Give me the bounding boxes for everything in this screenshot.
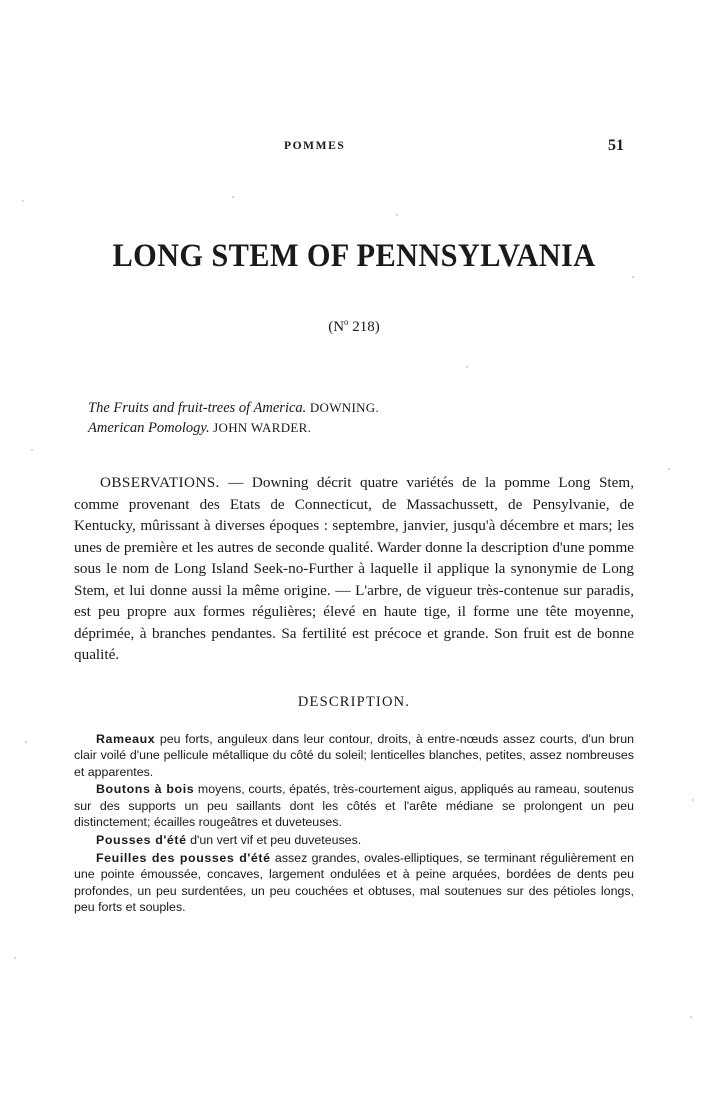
entry-number-suffix: 218) xyxy=(348,319,380,335)
scan-speck xyxy=(14,957,16,959)
description-paragraph xyxy=(74,781,634,831)
reference-author: DOWNING. xyxy=(306,400,380,415)
observations-paragraph xyxy=(74,472,634,666)
description-text: peu forts, anguleux dans leur contour, droits, à entre-nœuds assez courts, d'un brun clair voilé d'une pellicule métallique du côté du soleil; lenticelles blanches, petites, assez nombreuses et apparentes. xyxy=(74,731,634,779)
description-text: assez grandes, ovales-elliptiques, se terminant régulièrement en une pointe émoussée, concaves, largement ondulées et à peine arquées, bordées de dents peu profondes, un peu surdentées, un peu couchées et obtuses, mal soutenues sur des pétioles longs, peu forts et souples. xyxy=(74,850,634,915)
scan-speck xyxy=(25,741,27,743)
running-head xyxy=(74,137,634,158)
reference-author: JOHN WARDER. xyxy=(209,420,312,435)
description-text: moyens, courts, épatés, très-courtement aigus, appliqués au rameau, soutenus sur des supports un peu saillants dont les côtés et l'arête médiane se prolongent un peu distinctement; écailles rougeâtres et duveteuses. xyxy=(74,782,634,830)
entry-number-prefix: (N xyxy=(328,319,345,335)
description-text: d'un vert vif et peu duveteuses. xyxy=(186,833,362,848)
reference-work-title: The Fruits and fruit-trees of America. xyxy=(88,400,307,416)
observations-text: — Downing décrit quatre variétés de la pomme Long Stem, comme provenant des Etats de Connecticut, de Massachussett, de Pensylvanie, de Kentucky, mûrissant à diverses époques : septembre, janvier, jusqu'à décembre et mars; les unes de première et les autres de seconde qualité. Warder donne la description d'une pomme sous le nom de Long Island Seek-no-Further à laquelle il applique la synonymie de Long Stem, et lui donne aussi la même origine. — L'arbre, de vigueur très-contenue sur paradis, est peu propre aux formes régulières; élevé en haute tige, il forme une tête moyenne, déprimée, à branches pendantes. Sa fertilité est précoce et grande. Son fruit est de bonne qualité. xyxy=(74,474,634,663)
description-paragraph xyxy=(74,850,634,916)
reference-item xyxy=(88,418,634,438)
observations-label: OBSERVATIONS. xyxy=(100,474,220,491)
scan-speck xyxy=(668,468,670,470)
reference-list xyxy=(88,398,634,438)
scan-speck xyxy=(22,200,24,202)
entry-number xyxy=(74,317,634,336)
scan-speck xyxy=(690,1016,692,1018)
description-body xyxy=(74,731,634,917)
description-heading: DESCRIPTION. xyxy=(297,693,411,710)
entry-number-sup: o xyxy=(344,317,349,327)
scan-speck xyxy=(692,799,694,801)
description-term: Pousses d'été xyxy=(96,833,187,848)
reference-item xyxy=(88,398,634,418)
description-term: Rameaux xyxy=(96,731,156,746)
running-head-title: POMMES xyxy=(284,140,346,152)
description-paragraph xyxy=(74,731,634,781)
scan-speck xyxy=(31,449,33,451)
page-title: LONG STEM OF PENNSYLVANIA xyxy=(112,238,596,274)
description-term: Feuilles des pousses d'été xyxy=(96,850,271,865)
description-paragraph xyxy=(74,832,634,849)
description-term: Boutons à bois xyxy=(96,782,195,797)
reference-work-title: American Pomology. xyxy=(88,420,210,436)
page-number: 51 xyxy=(608,137,624,154)
